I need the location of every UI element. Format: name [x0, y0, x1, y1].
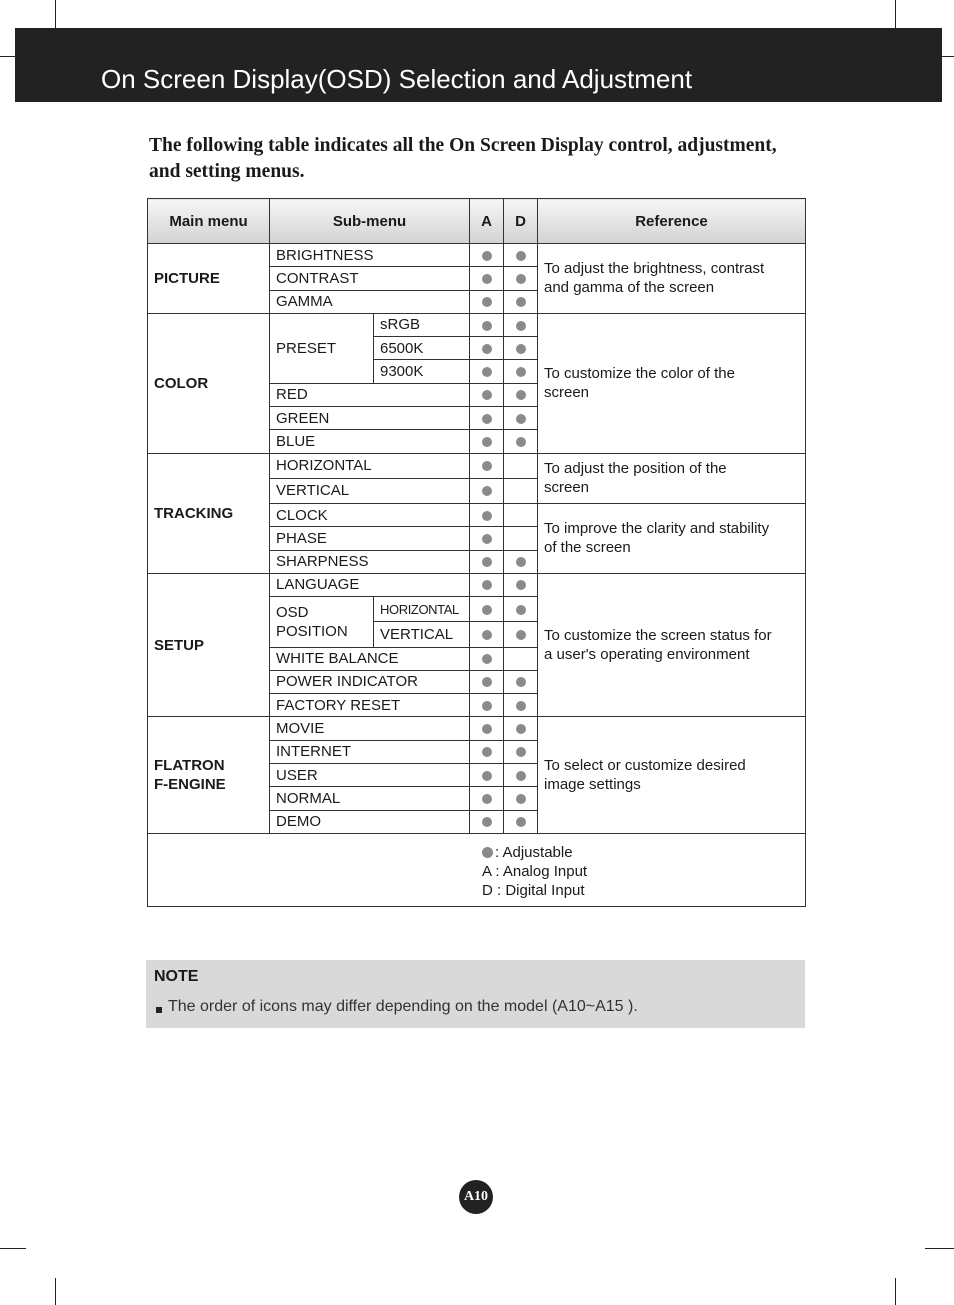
sub-menu-user: USER	[270, 763, 470, 786]
analog-cell	[470, 597, 504, 622]
digital-cell	[504, 622, 538, 647]
adjustable-dot-icon	[482, 367, 492, 377]
digital-cell	[504, 406, 538, 429]
reference-line: and gamma of the screen	[544, 279, 715, 297]
main-menu-tracking: TRACKING	[148, 453, 270, 573]
adjustable-dot-icon	[516, 794, 526, 804]
note-text: The order of icons may differ depending on the model (A10~A15 ).	[168, 998, 638, 1015]
digital-cell	[504, 694, 538, 717]
reference-line: To adjust the position of the	[544, 460, 727, 478]
analog-cell	[470, 290, 504, 313]
analog-cell	[470, 313, 504, 336]
reference-f-engine	[538, 717, 806, 834]
legend-row	[148, 834, 806, 907]
analog-cell	[470, 787, 504, 810]
reference-setup	[538, 573, 806, 717]
adjustable-dot-icon	[482, 511, 492, 521]
adjustable-dot-icon	[482, 274, 492, 284]
adjustable-dot-icon	[516, 367, 526, 377]
reference-clarity	[538, 503, 806, 573]
analog-cell	[470, 244, 504, 267]
sub-menu-internet: INTERNET	[270, 740, 470, 763]
sub-menu-line: OSD	[276, 603, 309, 621]
page-number: A10	[459, 1180, 493, 1214]
adjustable-dot-icon	[482, 794, 492, 804]
sub-menu-demo: DEMO	[270, 810, 470, 834]
adjustable-dot-icon	[516, 344, 526, 354]
analog-cell	[470, 550, 504, 573]
analog-cell	[470, 337, 504, 360]
sub-menu-9300k: 9300K	[374, 360, 470, 383]
adjustable-dot-icon	[516, 605, 526, 615]
sub-menu-red: RED	[270, 383, 470, 406]
digital-cell	[504, 503, 538, 526]
reference-line: screen	[544, 384, 590, 402]
digital-cell	[504, 430, 538, 453]
adjustable-dot-icon	[482, 557, 492, 567]
sub-menu-language: LANGUAGE	[270, 573, 470, 596]
crop-mark	[0, 1248, 26, 1249]
header-reference: Reference	[538, 199, 806, 244]
digital-cell	[504, 763, 538, 786]
header-sub-menu: Sub-menu	[270, 199, 470, 244]
digital-cell	[504, 787, 538, 810]
main-menu-line: F-ENGINE	[154, 776, 226, 794]
crop-mark	[942, 56, 954, 57]
sub-menu-gamma: GAMMA	[270, 290, 470, 313]
analog-cell	[470, 573, 504, 596]
reference-line: screen	[544, 479, 590, 497]
sub-menu-6500k: 6500K	[374, 337, 470, 360]
analog-cell	[470, 406, 504, 429]
sub-menu-osd-horizontal: HORIZONTAL	[374, 597, 470, 622]
adjustable-dot-icon	[516, 817, 526, 827]
table-header-row	[148, 199, 806, 244]
sub-menu-osd-position	[270, 597, 374, 647]
sub-menu-green: GREEN	[270, 406, 470, 429]
table-row	[148, 717, 806, 740]
sub-menu-white-balance: WHITE BALANCE	[270, 647, 470, 670]
reference-line: a user's operating environment	[544, 646, 750, 664]
analog-cell	[470, 503, 504, 526]
adjustable-dot-icon	[482, 297, 492, 307]
sub-menu-phase: PHASE	[270, 527, 470, 550]
adjustable-dot-icon	[482, 580, 492, 590]
analog-cell	[470, 360, 504, 383]
digital-cell	[504, 717, 538, 740]
reference-position	[538, 453, 806, 503]
sub-menu-normal: NORMAL	[270, 787, 470, 810]
adjustable-dot-icon	[516, 630, 526, 640]
legend-adjustable-label: : Adjustable	[495, 844, 573, 861]
adjustable-dot-icon	[516, 414, 526, 424]
adjustable-dot-icon	[482, 437, 492, 447]
analog-cell	[470, 478, 504, 503]
digital-cell	[504, 527, 538, 550]
table-row	[148, 244, 806, 267]
legend-cell	[148, 834, 806, 907]
analog-cell	[470, 647, 504, 670]
legend	[482, 843, 587, 900]
crop-mark	[895, 0, 896, 28]
adjustable-dot-icon	[482, 390, 492, 400]
digital-cell	[504, 647, 538, 670]
digital-cell	[504, 740, 538, 763]
digital-cell	[504, 337, 538, 360]
adjustable-dot-icon	[482, 724, 492, 734]
page-title: On Screen Display(OSD) Selection and Adjustment	[101, 64, 693, 94]
table-row	[148, 313, 806, 336]
digital-cell	[504, 573, 538, 596]
adjustable-dot-icon	[482, 414, 492, 424]
digital-cell	[504, 453, 538, 478]
main-menu-color: COLOR	[148, 313, 270, 453]
legend-digital: D : Digital Input	[482, 882, 585, 899]
analog-cell	[470, 717, 504, 740]
bullet-icon	[156, 1007, 162, 1013]
reference-line: To select or customize desired	[544, 757, 746, 775]
sub-menu-horizontal: HORIZONTAL	[270, 453, 470, 478]
main-menu-setup: SETUP	[148, 573, 270, 717]
adjustable-dot-icon	[516, 580, 526, 590]
adjustable-dot-icon	[482, 321, 492, 331]
sub-menu-line: POSITION	[276, 622, 348, 640]
adjustable-dot-icon	[516, 747, 526, 757]
crop-mark	[0, 56, 15, 57]
digital-cell	[504, 360, 538, 383]
osd-table	[147, 198, 806, 907]
reference-line: To customize the color of the	[544, 365, 735, 383]
crop-mark	[925, 1248, 954, 1249]
sub-menu-clock: CLOCK	[270, 503, 470, 526]
adjustable-dot-icon	[516, 321, 526, 331]
adjustable-dot-icon	[482, 654, 492, 664]
digital-cell	[504, 267, 538, 290]
reference-line: of the screen	[544, 539, 631, 557]
adjustable-dot-icon	[516, 701, 526, 711]
analog-cell	[470, 670, 504, 693]
note-box	[146, 960, 805, 1028]
sub-menu-preset: PRESET	[270, 313, 374, 383]
adjustable-dot-icon	[482, 847, 493, 858]
reference-line: image settings	[544, 776, 641, 794]
adjustable-dot-icon	[482, 817, 492, 827]
adjustable-dot-icon	[482, 605, 492, 615]
main-menu-line: FLATRON	[154, 757, 225, 775]
sub-menu-sharpness: SHARPNESS	[270, 550, 470, 573]
header-main-menu: Main menu	[148, 199, 270, 244]
digital-cell	[504, 244, 538, 267]
digital-cell	[504, 383, 538, 406]
adjustable-dot-icon	[482, 701, 492, 711]
digital-cell	[504, 810, 538, 834]
analog-cell	[470, 740, 504, 763]
adjustable-dot-icon	[516, 251, 526, 261]
table-row	[148, 453, 806, 478]
adjustable-dot-icon	[482, 630, 492, 640]
adjustable-dot-icon	[482, 344, 492, 354]
reference-picture	[538, 244, 806, 314]
adjustable-dot-icon	[516, 297, 526, 307]
sub-menu-srgb: sRGB	[374, 313, 470, 336]
sub-menu-vertical: VERTICAL	[270, 478, 470, 503]
sub-menu-brightness: BRIGHTNESS	[270, 244, 470, 267]
analog-cell	[470, 622, 504, 647]
adjustable-dot-icon	[516, 724, 526, 734]
crop-mark	[895, 1278, 896, 1305]
sub-menu-blue: BLUE	[270, 430, 470, 453]
analog-cell	[470, 430, 504, 453]
analog-cell	[470, 810, 504, 834]
adjustable-dot-icon	[482, 771, 492, 781]
adjustable-dot-icon	[516, 557, 526, 567]
crop-mark	[55, 0, 56, 28]
header-analog: A	[470, 199, 504, 244]
legend-analog: A : Analog Input	[482, 863, 588, 880]
adjustable-dot-icon	[482, 251, 492, 261]
main-menu-picture: PICTURE	[148, 244, 270, 314]
reference-line: To improve the clarity and stability	[544, 520, 770, 538]
adjustable-dot-icon	[516, 274, 526, 284]
sub-menu-movie: MOVIE	[270, 717, 470, 740]
digital-cell	[504, 550, 538, 573]
crop-mark	[55, 1278, 56, 1305]
main-menu-flatron-f-engine	[148, 717, 270, 834]
sub-menu-factory-reset: FACTORY RESET	[270, 694, 470, 717]
note-title: NOTE	[154, 968, 199, 985]
header-digital: D	[504, 199, 538, 244]
sub-menu-osd-vertical: VERTICAL	[374, 622, 470, 647]
table-row	[148, 573, 806, 596]
digital-cell	[504, 670, 538, 693]
digital-cell	[504, 290, 538, 313]
analog-cell	[470, 383, 504, 406]
reference-color	[538, 313, 806, 453]
analog-cell	[470, 453, 504, 478]
digital-cell	[504, 478, 538, 503]
adjustable-dot-icon	[516, 437, 526, 447]
sub-menu-power-indicator: POWER INDICATOR	[270, 670, 470, 693]
reference-line: To customize the screen status for	[544, 627, 772, 645]
analog-cell	[470, 763, 504, 786]
adjustable-dot-icon	[516, 677, 526, 687]
adjustable-dot-icon	[482, 534, 492, 544]
adjustable-dot-icon	[516, 771, 526, 781]
analog-cell	[470, 267, 504, 290]
legend-adjustable	[482, 843, 587, 862]
digital-cell	[504, 313, 538, 336]
intro-text: The following table indicates all the On Screen Display control, adjustment, and setting menus.	[149, 135, 777, 182]
adjustable-dot-icon	[482, 747, 492, 757]
analog-cell	[470, 527, 504, 550]
adjustable-dot-icon	[482, 461, 492, 471]
adjustable-dot-icon	[482, 677, 492, 687]
sub-menu-contrast: CONTRAST	[270, 267, 470, 290]
digital-cell	[504, 597, 538, 622]
adjustable-dot-icon	[516, 390, 526, 400]
reference-line: To adjust the brightness, contrast	[544, 260, 765, 278]
adjustable-dot-icon	[482, 486, 492, 496]
analog-cell	[470, 694, 504, 717]
